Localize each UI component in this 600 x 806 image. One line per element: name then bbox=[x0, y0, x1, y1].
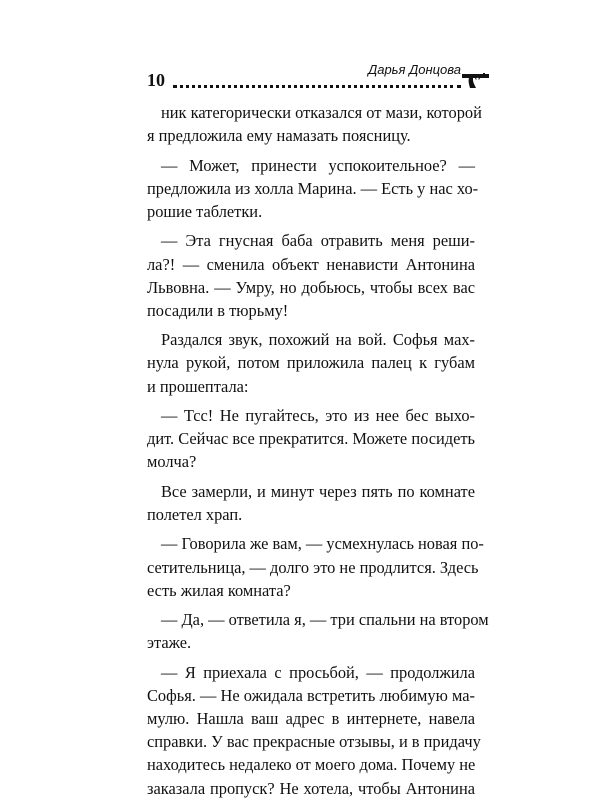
text-line: — Говорила же вам, — усмехнулась новая по- bbox=[161, 534, 484, 554]
running-header bbox=[147, 54, 491, 94]
paragraph bbox=[147, 154, 479, 224]
book-page-text bbox=[147, 101, 489, 806]
text-line: полетел храп. bbox=[147, 504, 243, 524]
text-line: — Я приехала с просьбой, — продолжила bbox=[161, 662, 475, 682]
text-line: — Эта гнусная баба отравить меня реши- bbox=[161, 231, 475, 251]
text-line: справки. У вас прекрасные отзывы, и в придачу bbox=[147, 732, 481, 752]
text-line: ла?! — сменила объект ненависти Антонина bbox=[147, 254, 475, 274]
text-line: — Да, — ответила я, — три спальни на втором bbox=[161, 610, 489, 630]
text-line: заказала пропуск? Не хотела, чтобы Антонина bbox=[147, 778, 475, 798]
page-number: 10 bbox=[147, 70, 165, 90]
text-line: Львовна. — Умру, но добьюсь, чтобы всех вас bbox=[147, 277, 475, 297]
paragraph bbox=[147, 328, 475, 398]
author-name: Дарья Донцова bbox=[368, 62, 461, 77]
header-dotted-rule bbox=[173, 85, 461, 88]
text-line: ник категорически отказался от мази, которой bbox=[161, 103, 482, 122]
text-line: есть жилая комната? bbox=[147, 580, 291, 600]
text-line: и прошептала: bbox=[147, 376, 249, 396]
paragraph bbox=[147, 608, 489, 654]
text-line: — Тсс! Не пугайтесь, это из нее бес выхо- bbox=[161, 406, 475, 425]
text-line: находитесь недалеко от моего дома. Почему не bbox=[147, 755, 476, 775]
pistol-icon bbox=[461, 71, 491, 89]
text-line: Раздался звук, похожий на вой. Софья мах- bbox=[161, 330, 475, 350]
text-line: рошие таблетки. bbox=[147, 201, 263, 221]
text-line: — Может, принести успокоительное? — bbox=[161, 155, 475, 175]
text-line: посадили в тюрьму! bbox=[147, 300, 289, 320]
paragraph bbox=[147, 532, 484, 602]
text-line: этаже. bbox=[147, 633, 192, 653]
paragraph bbox=[147, 404, 475, 474]
text-line: молча? bbox=[147, 452, 197, 472]
text-line: предложила из холла Марина. — Есть у нас хо- bbox=[147, 178, 479, 198]
text-line: Софья. — Не ожидала встретить любимую ма- bbox=[147, 685, 475, 705]
text-line: Все замерли, и минут через пять по комнате bbox=[161, 481, 475, 501]
text-line: сетительница, — долго это не продлится. Здесь bbox=[147, 557, 479, 577]
text-line: дит. Сейчас все прекратится. Можете посидеть bbox=[147, 429, 475, 449]
paragraph bbox=[147, 101, 482, 147]
paragraph bbox=[147, 480, 475, 526]
text-line: я предложила ему намазать поясницу. bbox=[147, 126, 411, 146]
paragraph bbox=[147, 229, 475, 322]
text-line: мулю. Нашла ваш адрес в интернете, навела bbox=[147, 709, 475, 728]
paragraph bbox=[147, 661, 481, 800]
text-line: нула рукой, потом приложила палец к губам bbox=[147, 353, 475, 373]
